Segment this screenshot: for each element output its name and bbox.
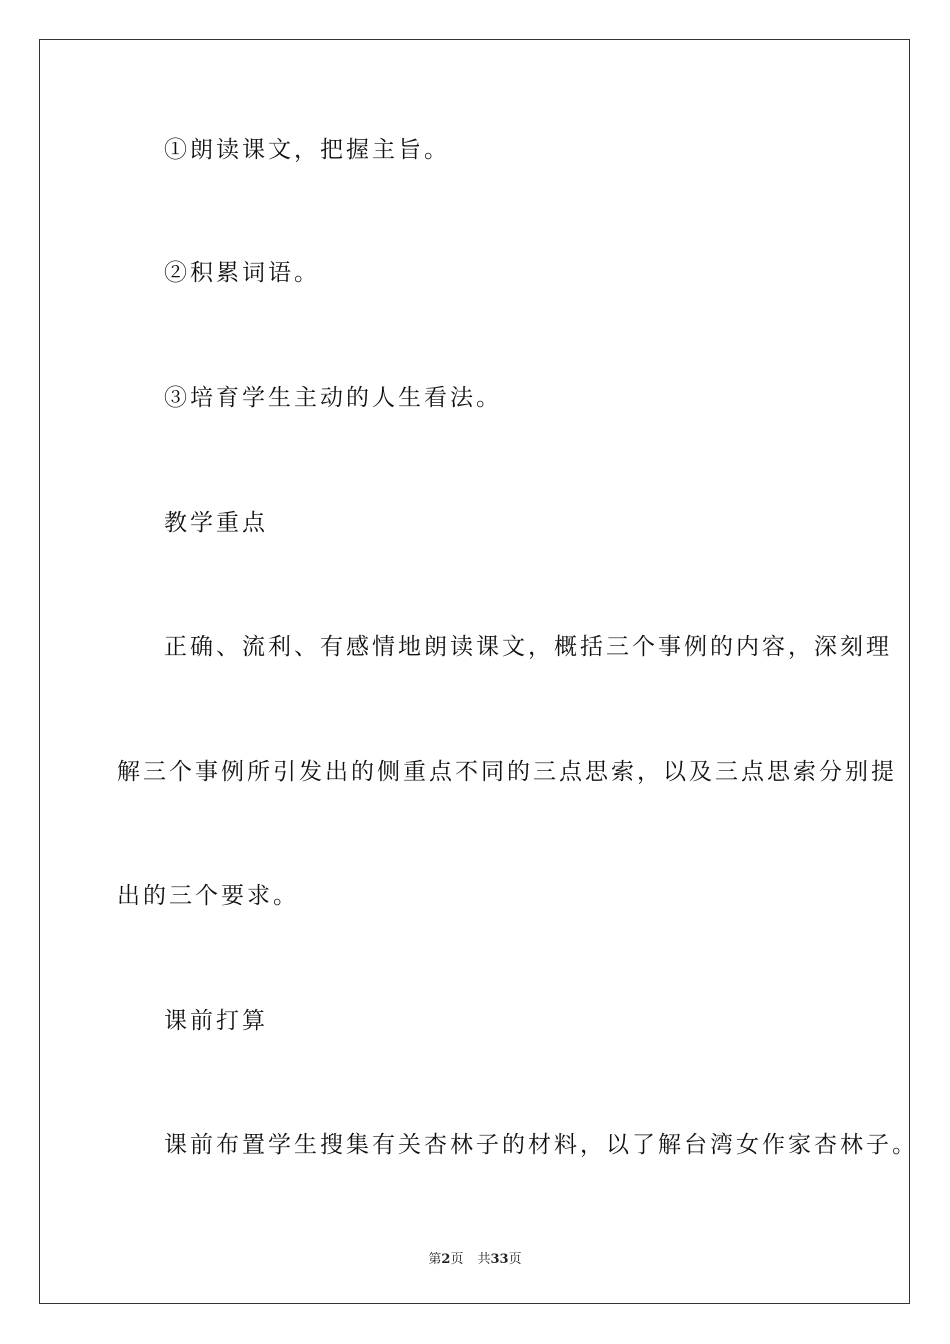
page-prefix: 第 — [428, 1252, 442, 1267]
page-suffix: 页 — [450, 1252, 464, 1267]
preparation-text: 课前布置学生搜集有关杏林子的材料，以了解台湾女作家杏林子。 — [164, 1132, 918, 1158]
total-prefix: 共 — [477, 1252, 491, 1267]
page-number: 2 — [441, 1252, 451, 1267]
total-pages: 33 — [490, 1252, 509, 1267]
teaching-focus-line-1: 正确、流利、有感情地朗读课文，概括三个事例的内容，深刻理 — [164, 634, 892, 660]
objective-3: ③培育学生主动的人生看法。 — [164, 385, 502, 411]
objective-1: ①朗读课文，把握主旨。 — [164, 137, 450, 163]
teaching-focus-line-3: 出的三个要求。 — [117, 883, 299, 909]
page-border — [39, 39, 910, 1304]
heading-teaching-focus: 教学重点 — [164, 510, 268, 536]
total-suffix: 页 — [508, 1252, 522, 1267]
heading-preparation: 课前打算 — [164, 1008, 268, 1034]
objective-2: ②积累词语。 — [164, 260, 320, 286]
teaching-focus-line-2: 解三个事例所引发出的侧重点不同的三点思索，以及三点思索分别提 — [117, 759, 897, 785]
page-footer — [0, 1248, 950, 1267]
